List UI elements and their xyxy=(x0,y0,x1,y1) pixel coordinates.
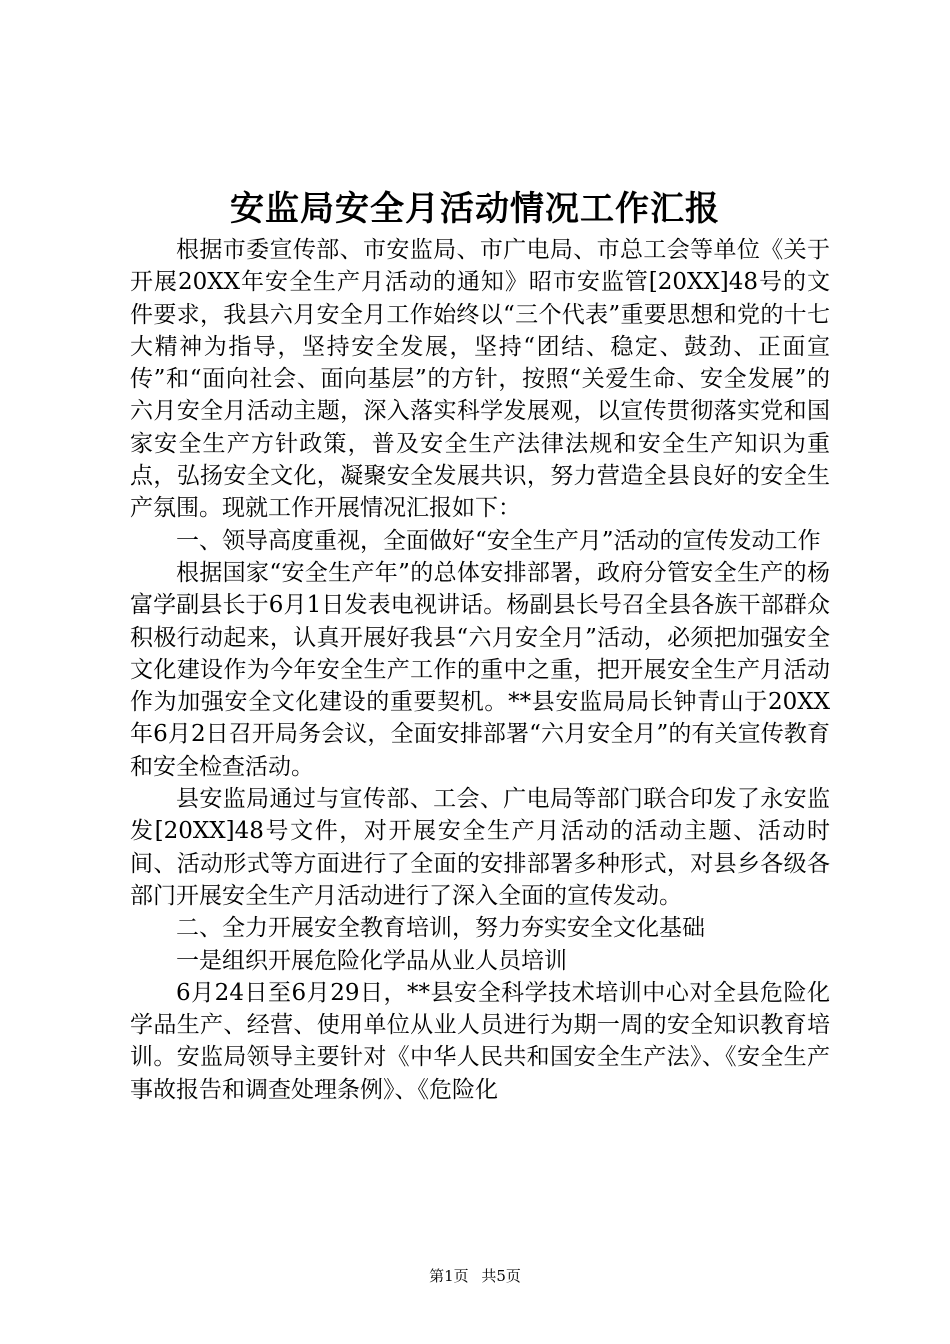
page-footer xyxy=(0,1266,950,1286)
subheading-training: 一是组织开展危险化学品从业人员培训 xyxy=(176,947,567,974)
paragraph-training: 6月24日至6月29日，**县安全科学技术培训中心对全县危险化学品生产、经营、使用单位从业人员进行为期一周的安全知识教育培训。安监局领导主要针对《中华人民共和国安全生产法》、《安全生产事故报告和调查处理条例》、《危险化 xyxy=(130,979,830,1103)
document-body xyxy=(130,234,830,1106)
paragraph-tv-speech: 根据国家“安全生产年”的总体安排部署，政府分管安全生产的杨富学副县长于6月1日发表电视讲话。杨副县长号召全县各族干部群众积极行动起来，认真开展好我县“六月安全月”活动，必须把加强安全文化建设作为今年安全生产工作的重中之重，把开展安全生产月活动作为加强安全文化建设的重要契机。**县安监局局长钟青山于20XX年6月2日召开局务会议，全面安排部署“六月安全月”的有关宣传教育和安全检查活动。 xyxy=(130,559,830,780)
heading-section-1: 一、领导高度重视，全面做好“安全生产月”活动的宣传发动工作 xyxy=(176,527,821,554)
page-total: 共5页 xyxy=(481,1267,521,1285)
paragraph-joint-notice: 县安监局通过与宣传部、工会、广电局等部门联合印发了永安监发[20XX]48号文件，对开展安全生产月活动的活动主题、活动时间、活动形式等方面进行了全面的安排部署多种形式，对县乡各级各部门开展安全生产月活动进行了深入全面的宣传发动。 xyxy=(130,786,830,909)
page-number: 第1页 xyxy=(429,1267,469,1285)
document-title: 安监局安全月活动情况工作汇报 xyxy=(230,189,720,229)
heading-section-2: 二、全力开展安全教育培训，努力夯实安全文化基础 xyxy=(176,915,705,942)
paragraph-intro: 根据市委宣传部、市安监局、市广电局、市总工会等单位《关于开展20XX年安全生产月活动的通知》昭市安监管[20XX]48号的文件要求，我县六月安全月工作始终以“三个代表”重要思想和党的十七大精神为指导，坚持安全发展，坚持“团结、稳定、鼓劲、正面宣传”和“面向社会、面向基层”的方针，按照“关爱生命、安全发展”的六月安全月活动主题，深入落实科学发展观，以宣传贯彻落实党和国家安全生产方针政策，普及安全生产法律法规和安全生产知识为重点，弘扬安全文化，凝聚安全发展共识，努力营造全县良好的安全生产氛围。现就工作开展情况汇报如下： xyxy=(130,237,830,522)
